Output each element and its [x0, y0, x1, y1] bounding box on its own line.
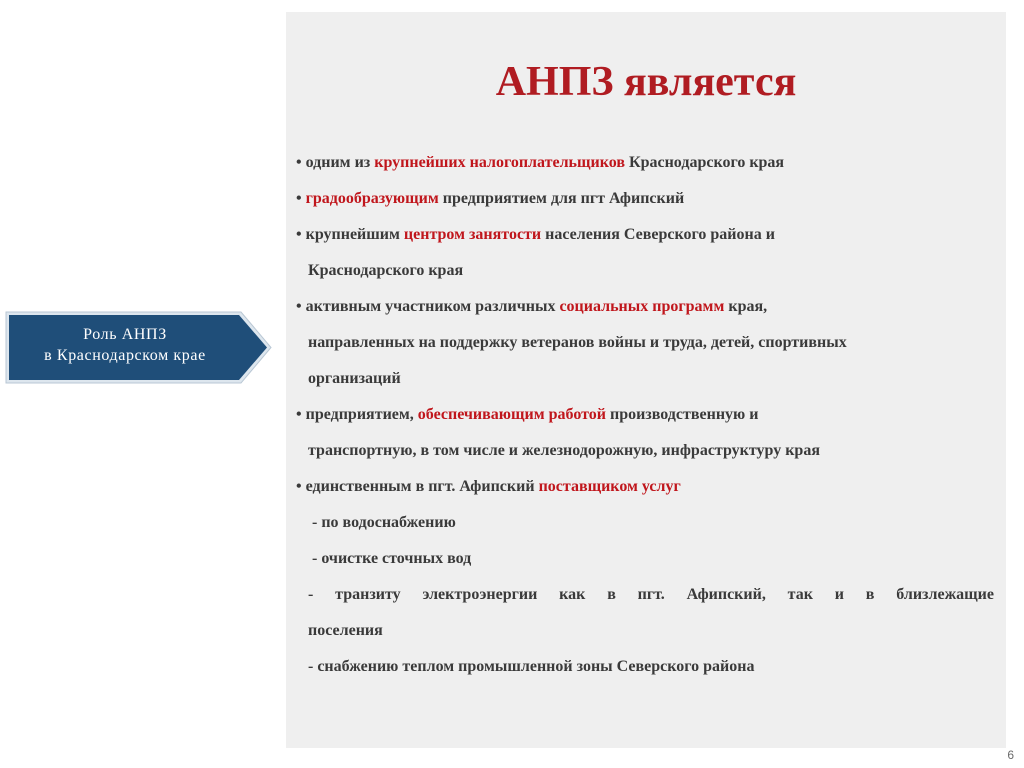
bullet-item-city-forming: [296, 181, 994, 217]
bullet-marker: •: [296, 478, 306, 495]
role-label-box: [5, 311, 272, 384]
role-label-text: [11, 324, 239, 366]
bullet-item-services: [296, 469, 994, 505]
service-item-electricity: - транзиту электроэнергии как в пгт. Афипский, так и в близлежащие: [308, 586, 994, 603]
bullet-text: активным участником различных: [305, 298, 560, 315]
highlight-text: градообразующим: [305, 190, 439, 207]
page-number: 6: [1007, 748, 1014, 762]
bullet-continuation: Краснодарского края: [308, 262, 464, 279]
service-item-continuation: поселения: [308, 622, 383, 639]
bullet-text: края,: [724, 298, 768, 315]
bullet-marker: •: [296, 190, 306, 207]
bullet-text: населения Северского района и: [541, 226, 775, 243]
bullet-marker: •: [296, 154, 306, 171]
role-label-line2: в Краснодарском крае: [44, 347, 206, 364]
bullet-text: Краснодарского края: [624, 154, 785, 171]
highlight-text: социальных программ: [559, 298, 725, 315]
bullet-marker: •: [296, 406, 306, 423]
bullet-list: [296, 145, 994, 685]
bullet-text: одним из: [305, 154, 375, 171]
bullet-continuation: транспортную, в том числе и железнодорожную, инфраструктуру края: [308, 442, 820, 459]
bullet-continuation: организаций: [308, 370, 401, 387]
slide-title: АНПЗ является: [495, 59, 797, 105]
content-panel: [286, 12, 1006, 748]
bullet-continuation: направленных на поддержку ветеранов войны и труда, детей, спортивных: [308, 334, 847, 351]
role-label-line1: Роль АНПЗ: [83, 326, 167, 343]
highlight-text: крупнейших налогоплательщиков: [374, 154, 625, 171]
bullet-marker: •: [296, 298, 306, 315]
bullet-item-infrastructure: [296, 397, 994, 433]
bullet-item-employment: [296, 217, 994, 253]
bullet-item-social-programs: [296, 289, 994, 325]
bullet-text: крупнейшим: [305, 226, 404, 243]
bullet-text: предприятием для пгт Афипский: [438, 190, 685, 207]
bullet-text: единственным в пгт. Афипский: [305, 478, 539, 495]
bullet-item-tax: [296, 145, 994, 181]
highlight-text: поставщиком услуг: [538, 478, 681, 495]
service-item-water: - по водоснабжению: [312, 514, 456, 531]
highlight-text: обеспечивающим работой: [417, 406, 606, 423]
service-item-heat: - снабжению теплом промышленной зоны Северского района: [308, 658, 755, 675]
bullet-marker: •: [296, 226, 306, 243]
bullet-text: производственную и: [605, 406, 759, 423]
highlight-text: центром занятости: [403, 226, 542, 243]
bullet-text: предприятием,: [305, 406, 418, 423]
service-item-wastewater: - очистке сточных вод: [312, 550, 472, 567]
